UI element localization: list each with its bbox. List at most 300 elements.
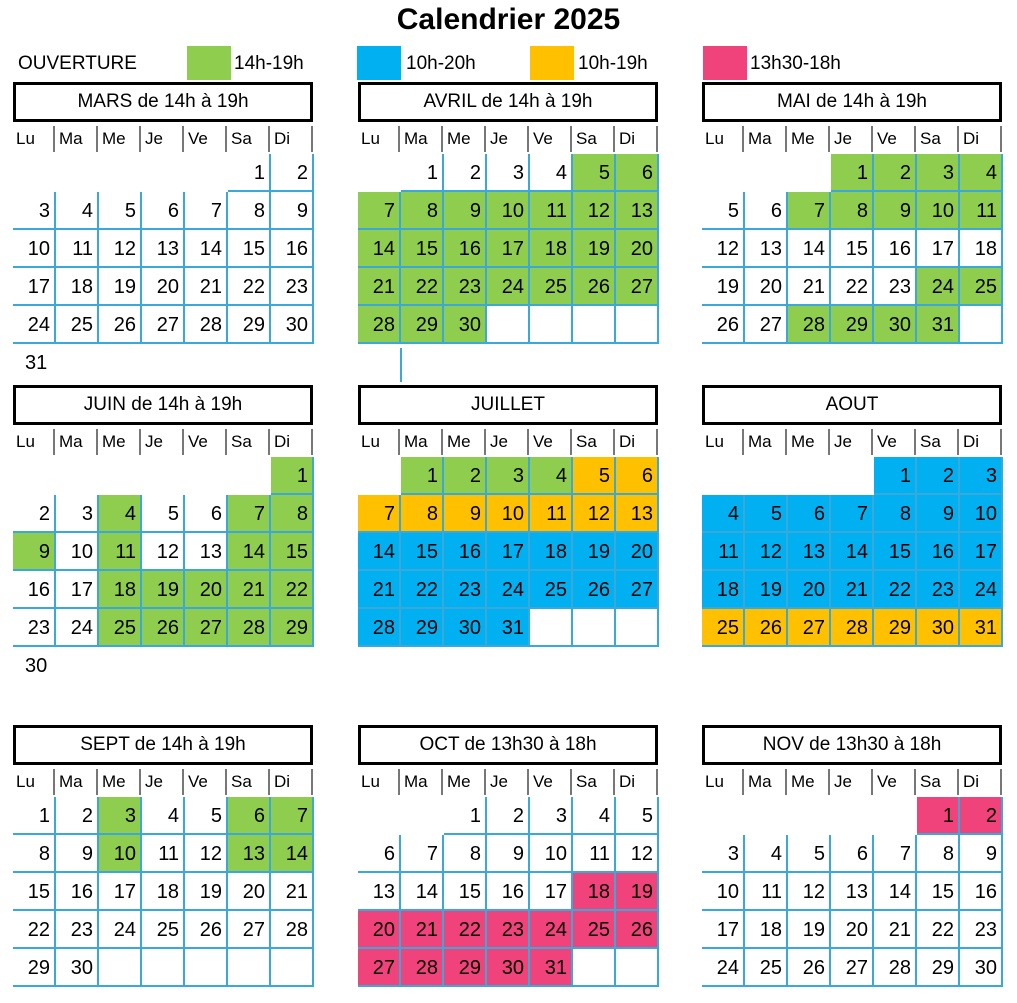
day-cell: 31 bbox=[917, 306, 960, 344]
day-cell: 4 bbox=[56, 192, 99, 230]
day-cell: 19 bbox=[573, 533, 616, 571]
day-cell: 9 bbox=[917, 495, 960, 533]
day-cell: 14 bbox=[831, 533, 874, 571]
day-cell: 30 bbox=[444, 609, 487, 647]
empty-cell bbox=[745, 457, 788, 495]
empty-cell bbox=[616, 609, 659, 647]
day-cell: 25 bbox=[573, 911, 616, 949]
day-cell: 16 bbox=[487, 873, 530, 911]
day-cell: 8 bbox=[831, 192, 874, 230]
divider-line bbox=[400, 348, 402, 382]
weekday-label: Ma bbox=[745, 429, 787, 455]
day-cell: 7 bbox=[358, 192, 401, 230]
day-cell: 23 bbox=[917, 571, 960, 609]
day-cell: 5 bbox=[573, 154, 616, 192]
empty-cell bbox=[13, 457, 56, 495]
empty-cell bbox=[142, 154, 185, 192]
day-cell: 25 bbox=[530, 268, 573, 306]
day-cell: 30 bbox=[444, 306, 487, 344]
weekday-label: Ve bbox=[185, 429, 227, 455]
day-cell: 9 bbox=[56, 835, 99, 873]
day-cell: 29 bbox=[444, 949, 487, 987]
day-cell: 23 bbox=[271, 268, 314, 306]
day-cell: 19 bbox=[616, 873, 659, 911]
day-cell: 26 bbox=[573, 268, 616, 306]
day-cell: 2 bbox=[444, 154, 487, 192]
weekday-label: Sa bbox=[573, 126, 615, 152]
weekday-label: Je bbox=[831, 429, 873, 455]
day-cell: 2 bbox=[874, 154, 917, 192]
day-cell: 3 bbox=[13, 192, 56, 230]
day-cell: 12 bbox=[99, 230, 142, 268]
empty-cell bbox=[573, 949, 616, 987]
weekday-label: Lu bbox=[358, 126, 400, 152]
day-cell: 12 bbox=[573, 495, 616, 533]
weekday-label: Me bbox=[788, 126, 830, 152]
day-cell: 4 bbox=[530, 457, 573, 495]
day-cell: 12 bbox=[702, 230, 745, 268]
day-cell: 14 bbox=[358, 533, 401, 571]
empty-cell bbox=[788, 154, 831, 192]
day-cell: 28 bbox=[185, 306, 228, 344]
empty-cell bbox=[745, 154, 788, 192]
day-cell: 27 bbox=[831, 949, 874, 987]
day-cell: 17 bbox=[917, 230, 960, 268]
day-cell: 8 bbox=[444, 835, 487, 873]
day-cell: 7 bbox=[874, 835, 917, 873]
legend-text-blue: 10h-20h bbox=[406, 53, 476, 74]
weekday-label: Je bbox=[487, 126, 529, 152]
day-cell: 16 bbox=[444, 230, 487, 268]
day-cell: 29 bbox=[13, 949, 56, 987]
day-cell: 6 bbox=[142, 192, 185, 230]
day-cell: 15 bbox=[228, 230, 271, 268]
day-cell: 6 bbox=[185, 495, 228, 533]
day-cell: 25 bbox=[99, 609, 142, 647]
weekday-label: Me bbox=[444, 429, 486, 455]
day-cell: 31 bbox=[530, 949, 573, 987]
day-cell: 14 bbox=[271, 835, 314, 873]
day-cell: 28 bbox=[271, 911, 314, 949]
day-cell: 14 bbox=[788, 230, 831, 268]
legend-text-green: 14h-19h bbox=[234, 53, 304, 74]
empty-cell bbox=[13, 154, 56, 192]
day-cell: 11 bbox=[702, 533, 745, 571]
day-cell: 29 bbox=[831, 306, 874, 344]
day-cell: 25 bbox=[745, 949, 788, 987]
weekday-label: Me bbox=[99, 429, 141, 455]
day-cell: 18 bbox=[142, 873, 185, 911]
day-cell: 10 bbox=[917, 192, 960, 230]
empty-cell bbox=[573, 609, 616, 647]
month-header: OCT de 13h30 à 18h bbox=[358, 725, 658, 765]
day-cell: 6 bbox=[788, 495, 831, 533]
day-cell: 18 bbox=[56, 268, 99, 306]
day-cell: 3 bbox=[702, 835, 745, 873]
day-cell: 1 bbox=[401, 154, 444, 192]
day-cell: 21 bbox=[185, 268, 228, 306]
day-cell: 17 bbox=[702, 911, 745, 949]
day-cell: 1 bbox=[401, 457, 444, 495]
day-cell: 13 bbox=[142, 230, 185, 268]
overflow-day: 30 bbox=[25, 655, 48, 677]
day-cell: 24 bbox=[917, 268, 960, 306]
day-cell: 5 bbox=[573, 457, 616, 495]
day-cell: 23 bbox=[960, 911, 1003, 949]
empty-cell bbox=[56, 457, 99, 495]
day-cell: 25 bbox=[530, 571, 573, 609]
day-cell: 29 bbox=[401, 306, 444, 344]
day-cell: 20 bbox=[788, 571, 831, 609]
day-cell: 5 bbox=[616, 797, 659, 835]
legend-text-pink: 13h30-18h bbox=[750, 53, 841, 74]
day-cell: 11 bbox=[142, 835, 185, 873]
day-cell: 21 bbox=[228, 571, 271, 609]
day-cell: 10 bbox=[487, 192, 530, 230]
day-cell: 25 bbox=[56, 306, 99, 344]
day-cell: 26 bbox=[573, 571, 616, 609]
weekday-label: Me bbox=[788, 429, 830, 455]
day-cell: 20 bbox=[185, 571, 228, 609]
day-cell: 5 bbox=[99, 192, 142, 230]
day-cell: 18 bbox=[960, 230, 1003, 268]
weekday-label: Di bbox=[271, 769, 313, 795]
day-cell: 29 bbox=[228, 306, 271, 344]
day-cell: 6 bbox=[358, 835, 401, 873]
weekday-label: Je bbox=[487, 769, 529, 795]
weekday-label: Je bbox=[831, 126, 873, 152]
day-cell: 6 bbox=[616, 154, 659, 192]
day-cell: 10 bbox=[530, 835, 573, 873]
empty-cell bbox=[702, 797, 745, 835]
day-cell: 6 bbox=[831, 835, 874, 873]
day-cell: 17 bbox=[99, 873, 142, 911]
day-cell: 24 bbox=[13, 306, 56, 344]
day-cell: 15 bbox=[917, 873, 960, 911]
day-cell: 5 bbox=[702, 192, 745, 230]
day-cell: 24 bbox=[960, 571, 1003, 609]
weekday-label: Ma bbox=[56, 429, 98, 455]
weekday-label: Di bbox=[271, 429, 313, 455]
day-cell: 9 bbox=[487, 835, 530, 873]
day-cell: 20 bbox=[142, 268, 185, 306]
day-cell: 26 bbox=[185, 911, 228, 949]
day-cell: 28 bbox=[228, 609, 271, 647]
day-cell: 30 bbox=[56, 949, 99, 987]
weekday-label: Je bbox=[831, 769, 873, 795]
empty-cell bbox=[99, 154, 142, 192]
day-cell: 7 bbox=[271, 797, 314, 835]
day-cell: 28 bbox=[358, 306, 401, 344]
empty-cell bbox=[616, 306, 659, 344]
day-cell: 12 bbox=[788, 873, 831, 911]
day-cell: 10 bbox=[56, 533, 99, 571]
day-cell: 15 bbox=[271, 533, 314, 571]
legend-swatch-green bbox=[187, 46, 231, 80]
day-cell: 6 bbox=[228, 797, 271, 835]
weekday-label: Lu bbox=[13, 429, 55, 455]
day-cell: 20 bbox=[358, 911, 401, 949]
empty-cell bbox=[788, 797, 831, 835]
day-cell: 14 bbox=[401, 873, 444, 911]
weekday-label: Ma bbox=[401, 126, 443, 152]
day-cell: 15 bbox=[874, 533, 917, 571]
month-header: JUIN de 14h à 19h bbox=[13, 385, 313, 425]
day-cell: 5 bbox=[142, 495, 185, 533]
weekday-label: Ve bbox=[530, 769, 572, 795]
empty-cell bbox=[401, 797, 444, 835]
day-cell: 8 bbox=[874, 495, 917, 533]
day-cell: 13 bbox=[228, 835, 271, 873]
day-cell: 2 bbox=[13, 495, 56, 533]
day-cell: 6 bbox=[745, 192, 788, 230]
day-cell: 7 bbox=[358, 495, 401, 533]
day-cell: 24 bbox=[702, 949, 745, 987]
weekday-label: Ma bbox=[745, 769, 787, 795]
day-cell: 18 bbox=[745, 911, 788, 949]
day-cell: 10 bbox=[99, 835, 142, 873]
day-cell: 19 bbox=[142, 571, 185, 609]
day-cell: 12 bbox=[616, 835, 659, 873]
weekday-label: Me bbox=[99, 769, 141, 795]
day-cell: 17 bbox=[530, 873, 573, 911]
day-cell: 9 bbox=[444, 495, 487, 533]
weekday-label: Lu bbox=[702, 126, 744, 152]
overflow-day: 31 bbox=[25, 352, 48, 374]
day-cell: 2 bbox=[487, 797, 530, 835]
day-cell: 15 bbox=[401, 230, 444, 268]
day-cell: 7 bbox=[401, 835, 444, 873]
day-cell: 22 bbox=[444, 911, 487, 949]
day-cell: 18 bbox=[530, 533, 573, 571]
day-cell: 17 bbox=[13, 268, 56, 306]
day-cell: 4 bbox=[702, 495, 745, 533]
legend-swatch-pink bbox=[703, 46, 747, 80]
day-cell: 12 bbox=[185, 835, 228, 873]
day-cell: 30 bbox=[271, 306, 314, 344]
day-cell: 27 bbox=[142, 306, 185, 344]
day-cell: 19 bbox=[788, 911, 831, 949]
day-cell: 17 bbox=[487, 230, 530, 268]
weekday-label: Je bbox=[142, 429, 184, 455]
day-cell: 31 bbox=[487, 609, 530, 647]
day-cell: 16 bbox=[960, 873, 1003, 911]
day-cell: 9 bbox=[960, 835, 1003, 873]
day-cell: 21 bbox=[358, 571, 401, 609]
day-cell: 10 bbox=[702, 873, 745, 911]
day-cell: 23 bbox=[874, 268, 917, 306]
weekday-label: Di bbox=[271, 126, 313, 152]
day-cell: 11 bbox=[530, 192, 573, 230]
day-cell: 16 bbox=[271, 230, 314, 268]
empty-cell bbox=[573, 306, 616, 344]
day-cell: 16 bbox=[13, 571, 56, 609]
day-cell: 15 bbox=[444, 873, 487, 911]
weekday-label: Ve bbox=[874, 769, 916, 795]
weekday-label: Di bbox=[616, 769, 658, 795]
empty-cell bbox=[228, 457, 271, 495]
day-cell: 29 bbox=[874, 609, 917, 647]
day-cell: 26 bbox=[99, 306, 142, 344]
empty-cell bbox=[616, 949, 659, 987]
weekday-label: Ma bbox=[401, 429, 443, 455]
empty-cell bbox=[530, 609, 573, 647]
day-cell: 18 bbox=[702, 571, 745, 609]
empty-cell bbox=[56, 154, 99, 192]
day-cell: 4 bbox=[142, 797, 185, 835]
day-cell: 27 bbox=[358, 949, 401, 987]
day-cell: 2 bbox=[917, 457, 960, 495]
weekday-label: Di bbox=[616, 429, 658, 455]
day-cell: 26 bbox=[142, 609, 185, 647]
day-cell: 2 bbox=[960, 797, 1003, 835]
empty-cell bbox=[142, 949, 185, 987]
weekday-label: Me bbox=[99, 126, 141, 152]
month-header: JUILLET bbox=[358, 385, 658, 425]
day-cell: 24 bbox=[99, 911, 142, 949]
empty-cell bbox=[702, 457, 745, 495]
weekday-label: Me bbox=[444, 769, 486, 795]
weekday-label: Lu bbox=[702, 429, 744, 455]
empty-cell bbox=[185, 154, 228, 192]
day-cell: 13 bbox=[616, 192, 659, 230]
day-cell: 23 bbox=[13, 609, 56, 647]
day-cell: 16 bbox=[56, 873, 99, 911]
legend-text-orange: 10h-19h bbox=[578, 53, 648, 74]
day-cell: 11 bbox=[99, 533, 142, 571]
empty-cell bbox=[228, 949, 271, 987]
day-cell: 19 bbox=[185, 873, 228, 911]
day-cell: 27 bbox=[616, 268, 659, 306]
day-cell: 9 bbox=[444, 192, 487, 230]
day-cell: 21 bbox=[831, 571, 874, 609]
weekday-label: Ma bbox=[56, 769, 98, 795]
day-cell: 6 bbox=[616, 457, 659, 495]
day-cell: 29 bbox=[917, 949, 960, 987]
day-cell: 5 bbox=[788, 835, 831, 873]
day-cell: 13 bbox=[788, 533, 831, 571]
weekday-label: Lu bbox=[13, 126, 55, 152]
weekday-label: Ve bbox=[185, 769, 227, 795]
weekday-label: Di bbox=[616, 126, 658, 152]
day-cell: 21 bbox=[788, 268, 831, 306]
weekday-label: Sa bbox=[917, 429, 959, 455]
day-cell: 14 bbox=[228, 533, 271, 571]
day-cell: 27 bbox=[228, 911, 271, 949]
empty-cell bbox=[745, 797, 788, 835]
day-cell: 29 bbox=[271, 609, 314, 647]
day-cell: 22 bbox=[874, 571, 917, 609]
legend-swatch-orange bbox=[530, 46, 574, 80]
day-cell: 1 bbox=[444, 797, 487, 835]
day-cell: 13 bbox=[358, 873, 401, 911]
day-cell: 22 bbox=[271, 571, 314, 609]
day-cell: 27 bbox=[745, 306, 788, 344]
day-cell: 21 bbox=[358, 268, 401, 306]
day-cell: 25 bbox=[960, 268, 1003, 306]
day-cell: 16 bbox=[917, 533, 960, 571]
day-cell: 2 bbox=[56, 797, 99, 835]
day-cell: 3 bbox=[487, 457, 530, 495]
day-cell: 30 bbox=[487, 949, 530, 987]
day-cell: 11 bbox=[56, 230, 99, 268]
day-cell: 3 bbox=[487, 154, 530, 192]
day-cell: 30 bbox=[874, 306, 917, 344]
day-cell: 28 bbox=[788, 306, 831, 344]
day-cell: 14 bbox=[874, 873, 917, 911]
empty-cell bbox=[487, 306, 530, 344]
day-cell: 11 bbox=[745, 873, 788, 911]
day-cell: 23 bbox=[56, 911, 99, 949]
day-cell: 3 bbox=[530, 797, 573, 835]
empty-cell bbox=[530, 306, 573, 344]
day-cell: 24 bbox=[530, 911, 573, 949]
weekday-label: Ma bbox=[745, 126, 787, 152]
day-cell: 1 bbox=[228, 154, 271, 192]
day-cell: 12 bbox=[573, 192, 616, 230]
weekday-label: Me bbox=[444, 126, 486, 152]
day-cell: 24 bbox=[56, 609, 99, 647]
weekday-label: Lu bbox=[358, 769, 400, 795]
weekday-label: Me bbox=[788, 769, 830, 795]
day-cell: 4 bbox=[573, 797, 616, 835]
empty-cell bbox=[99, 457, 142, 495]
weekday-label: Sa bbox=[573, 429, 615, 455]
day-cell: 15 bbox=[13, 873, 56, 911]
day-cell: 1 bbox=[917, 797, 960, 835]
day-cell: 29 bbox=[401, 609, 444, 647]
weekday-label: Sa bbox=[573, 769, 615, 795]
weekday-label: Sa bbox=[228, 769, 270, 795]
weekday-label: Je bbox=[142, 126, 184, 152]
empty-cell bbox=[271, 949, 314, 987]
day-cell: 22 bbox=[401, 268, 444, 306]
weekday-label: Lu bbox=[702, 769, 744, 795]
weekday-label: Ve bbox=[185, 126, 227, 152]
day-cell: 7 bbox=[228, 495, 271, 533]
day-cell: 19 bbox=[573, 230, 616, 268]
day-cell: 4 bbox=[960, 154, 1003, 192]
day-cell: 10 bbox=[487, 495, 530, 533]
page-title: Calendrier 2025 bbox=[396, 3, 621, 36]
empty-cell bbox=[831, 457, 874, 495]
empty-cell bbox=[185, 949, 228, 987]
day-cell: 23 bbox=[444, 571, 487, 609]
weekday-label: Sa bbox=[917, 126, 959, 152]
weekday-label: Ve bbox=[874, 429, 916, 455]
weekday-label: Sa bbox=[917, 769, 959, 795]
day-cell: 16 bbox=[874, 230, 917, 268]
weekday-label: Ve bbox=[874, 126, 916, 152]
day-cell: 8 bbox=[917, 835, 960, 873]
day-cell: 9 bbox=[874, 192, 917, 230]
day-cell: 21 bbox=[874, 911, 917, 949]
day-cell: 9 bbox=[271, 192, 314, 230]
day-cell: 30 bbox=[917, 609, 960, 647]
weekday-label: Ma bbox=[56, 126, 98, 152]
day-cell: 15 bbox=[831, 230, 874, 268]
day-cell: 21 bbox=[401, 911, 444, 949]
day-cell: 22 bbox=[228, 268, 271, 306]
day-cell: 5 bbox=[185, 797, 228, 835]
legend-swatch-blue bbox=[357, 46, 401, 80]
weekday-label: Ve bbox=[530, 429, 572, 455]
day-cell: 7 bbox=[831, 495, 874, 533]
weekday-label: Je bbox=[142, 769, 184, 795]
month-header: SEPT de 14h à 19h bbox=[13, 725, 313, 765]
day-cell: 18 bbox=[99, 571, 142, 609]
day-cell: 14 bbox=[358, 230, 401, 268]
